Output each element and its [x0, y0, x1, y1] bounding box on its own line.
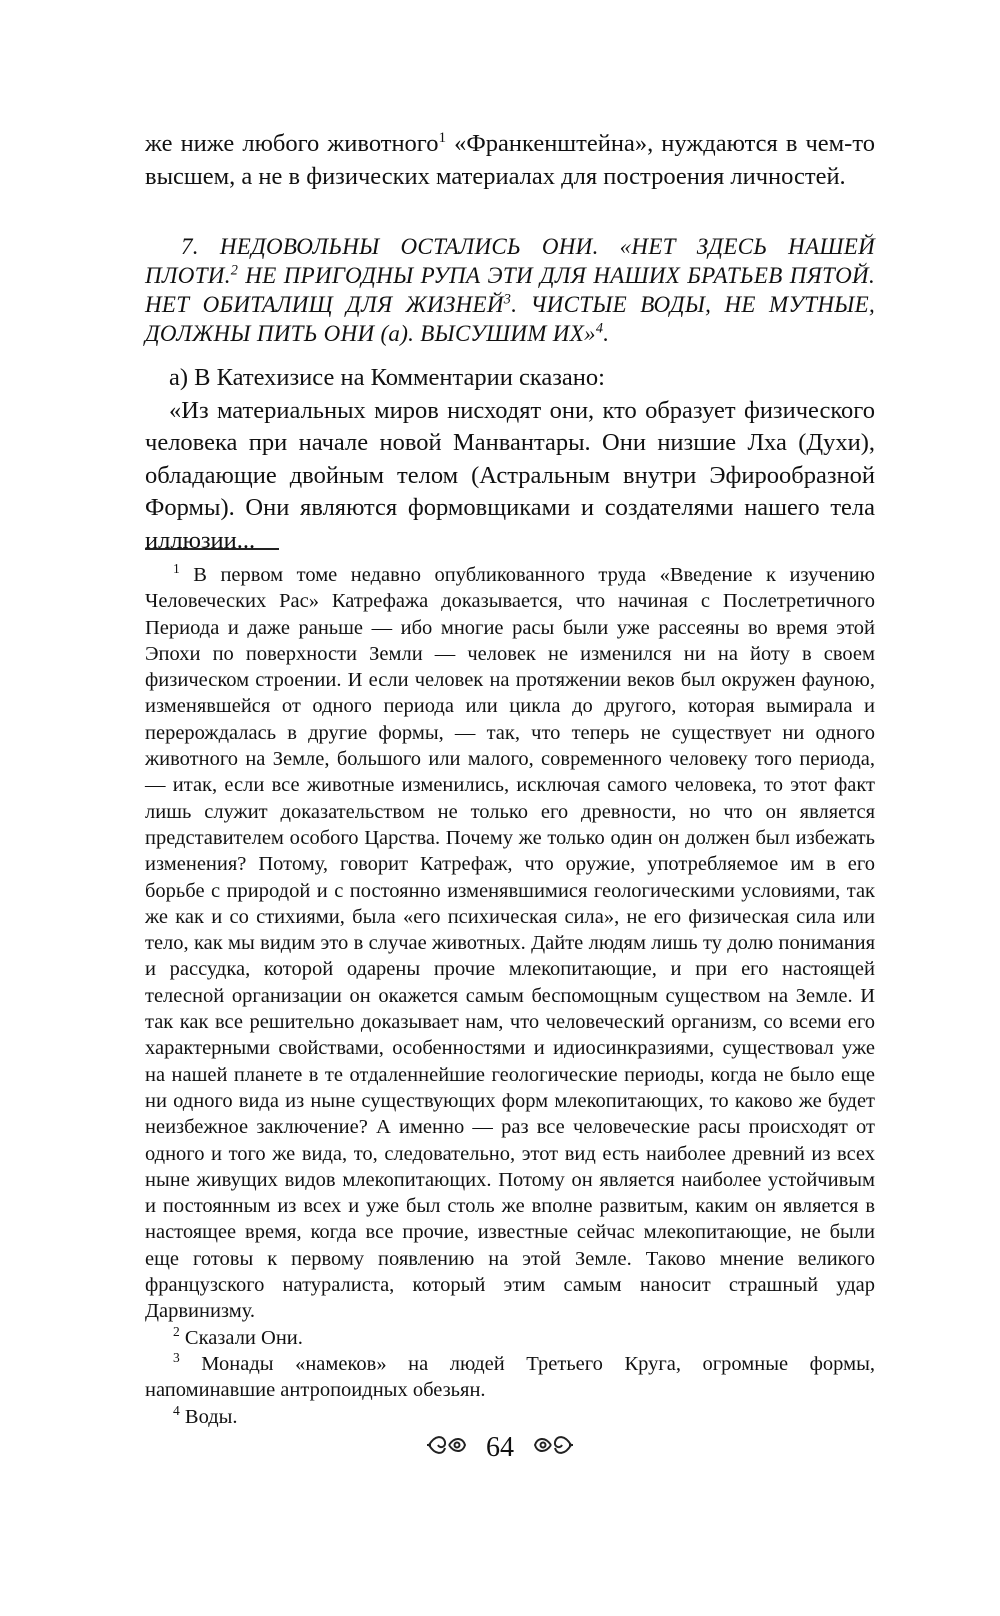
- scroll-ornament-icon: [531, 1432, 575, 1468]
- footnote-2-number: 2: [173, 1323, 180, 1339]
- stanza-7: [145, 232, 875, 348]
- stanza-line-a: 7. НЕДОВОЛЬНЫ ОСТАЛИСЬ ОНИ. «НЕТ ЗДЕСЬ НАШЕЙ ПЛОТИ.: [145, 234, 875, 288]
- intro-text-rest: «Франкенштейна», нуждаются в чем-то высшем, а не в физических материалах для построения личностей.: [145, 130, 875, 190]
- footnote-3-number: 3: [173, 1350, 180, 1366]
- footnote-1-number: 1: [173, 561, 180, 577]
- footnote-ref-2[interactable]: 2: [230, 262, 239, 279]
- stanza-end: .: [603, 321, 610, 346]
- footnote-divider: [145, 548, 279, 550]
- footnote-1: [145, 562, 875, 1325]
- footnote-3-text: Монады «намеков» на людей Третьего Круга, огромные формы, напоминавшие антропоидных обезьян.: [145, 1352, 875, 1402]
- stanza-line-b: НЕ ПРИГОДНЫ РУПА ЭТИ ДЛЯ НАШИХ БРАТЬЕВ ПЯТОЙ. НЕТ ОБИТАЛИЩ ДЛЯ ЖИЗНЕЙ: [145, 263, 875, 317]
- footnote-ref-3[interactable]: 3: [503, 291, 512, 308]
- commentary-intro: а) В Катехизисе на Комментарии сказано:: [169, 364, 605, 391]
- intro-paragraph: [145, 128, 875, 193]
- commentary-quote: «Из материальных миров нисходят они, кто образует физического человека при начале новой Манвантары. Они низшие Лха (Духи), обладающие двойным телом (Астральным внутри Эфирообразной Формы). Они являются формовщиками и создателями нашего тела иллюзии...: [145, 396, 875, 554]
- page-number: 64: [486, 1432, 514, 1463]
- intro-text: же ниже любого животного: [145, 130, 439, 157]
- main-text: [145, 128, 875, 193]
- footnote-3: [145, 1351, 875, 1404]
- footnote-1-text: В первом томе недавно опубликованного труда «Введение к изучению Человеческих Рас» Катрефажа доказывается, что начиная с Послетретичного Периода и даже раньше — ибо многие расы были уже рассеяны во время этой Эпохи по поверхности Земли — человек не изменился ни на йоту в своем физическом строении. И если человек на протяжении веков был окружен фауною, изменявшейся от одного периода или цикла до другого, которая вымирала и перерождалась в другие формы, — так, что теперь не существует ни одного животного на Земле, большого или малого, современного человеку того периода, — итак, если все животные изменились, исключая самого человека, то этот факт лишь служит доказательством не только его древности, но что он является представителем особого Царства. Почему же только один он должен был избежать изменения? Потому, говорит Катрефаж, что оружие, употребляемое им в его борьбе с природой и с постоянно изменявшимися геологическими условиями, так же как и со стихиями, была «его психическая сила», не его физическая сила или тело, как мы видим это в случае животных. Дайте людям лишь ту долю понимания и рассудка, которой одарены прочие млекопитающие, и при его настоящей телесной организации он окажется самым беспомощным существом на Земле. И так как все решительно доказывает нам, что человеческий организм, со всеми его характерными свойствами, особенностями и идиосинкразиями, существовал уже на нашей планете в те отдаленнейшие геологические периоды, когда не было еще ни одного вида из ныне существующих форм млекопитающих, то каково же будет неизбежное заключение? А именно — раз все человеческие расы происходят от одного и того же вида, то, следовательно, этот вид есть наиболее древний из всех ныне живущих видов млекопитающих. Потому он является наиболее устойчивым и постоянным из всех и уже был столь же вполне развитым, каким он является в настоящее время, когда все прочие, известные сейчас млекопитающие, не были еще готовы к первому появлению на этой Земле. Таково мнение великого французского натуралиста, который этим самым наносит страшный удар Дарвинизму.: [145, 564, 875, 1323]
- footnote-ref-4[interactable]: 4: [595, 320, 604, 337]
- stanza-line-c: . ЧИСТЫЕ ВОДЫ, НЕ МУТНЫЕ, ДОЛЖНЫ ПИТЬ ОНИ (а). ВЫСУШИМ ИХ»: [145, 292, 875, 346]
- footnote-4-text: Воды.: [179, 1405, 238, 1428]
- footnote-ref-1[interactable]: 1: [438, 128, 447, 146]
- page-footer: [0, 1430, 1000, 1468]
- footnote-4-number: 4: [173, 1402, 180, 1418]
- footnote-2-text: Сказали Они.: [179, 1326, 303, 1349]
- footnote-4: [145, 1404, 875, 1430]
- scroll-ornament-icon: [425, 1432, 469, 1468]
- commentary: [145, 362, 875, 557]
- footnotes: [145, 562, 875, 1430]
- footnote-2: [145, 1325, 875, 1351]
